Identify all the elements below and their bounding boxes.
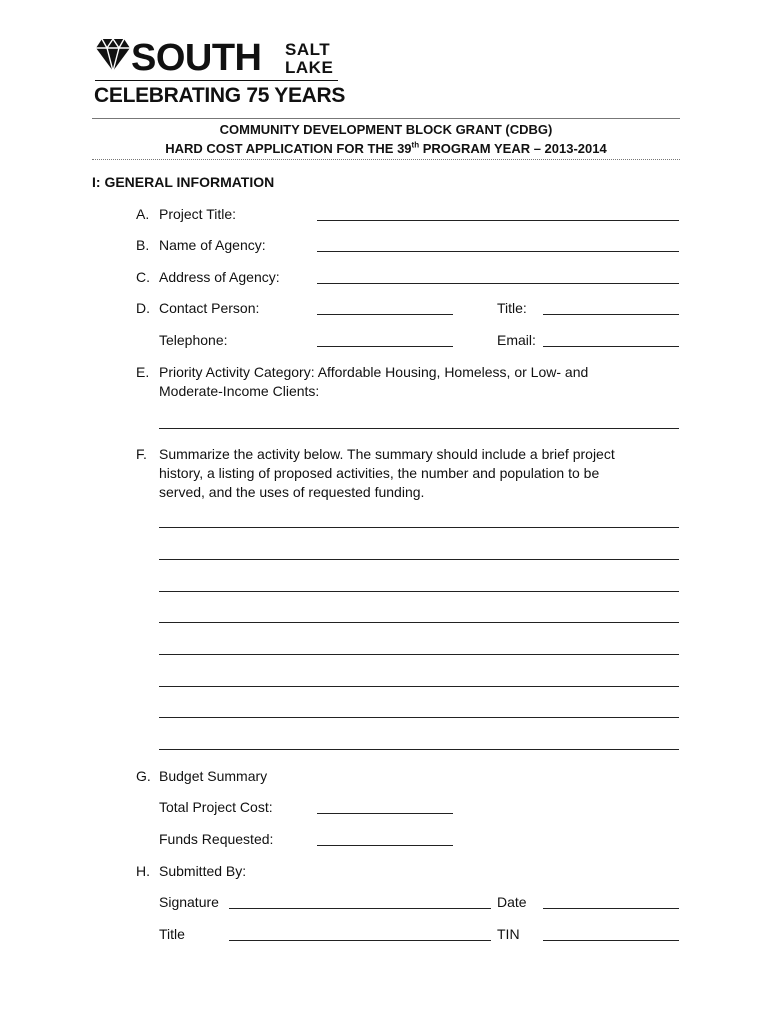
summary-line[interactable] — [159, 591, 679, 592]
item-letter-e: E. — [136, 364, 150, 380]
agency-name-field[interactable] — [317, 251, 679, 252]
logo-wordmark-salt: SALT — [285, 40, 331, 59]
title-top-rule — [92, 118, 680, 119]
activity-summary-instructions: Summarize the activity below. The summary should include a brief project history, a listing of proposed activities, the number and population to be served, and the uses of requested funding. — [159, 446, 615, 500]
logo-wordmark-south: SOUTH — [131, 37, 262, 79]
priority-category-text: Priority Activity Category: Affordable Housing, Homeless, or Low- and Moderate-Income Clients: — [159, 364, 589, 399]
project-title-field[interactable] — [317, 220, 679, 221]
submitted-by-label: Submitted By: — [159, 863, 247, 879]
agency-address-field[interactable] — [317, 283, 679, 284]
item-letter-d: D. — [136, 300, 150, 316]
priority-category-field[interactable] — [159, 428, 679, 429]
contact-person-field[interactable] — [317, 314, 453, 315]
email-label: Email: — [497, 332, 536, 348]
item-letter-a: A. — [136, 206, 150, 222]
summary-line[interactable] — [159, 654, 679, 655]
funds-requested-field[interactable] — [317, 845, 453, 846]
agency-name-label: Name of Agency: — [159, 237, 266, 253]
document-title: COMMUNITY DEVELOPMENT BLOCK GRANT (CDBG) — [219, 122, 553, 137]
agency-address-label: Address of Agency: — [159, 269, 280, 285]
project-title-label: Project Title: — [159, 206, 237, 222]
item-letter-g: G. — [136, 768, 151, 784]
tin-field[interactable] — [543, 940, 679, 941]
title-bottom-rule — [92, 159, 680, 160]
total-project-cost-label: Total Project Cost: — [159, 799, 273, 815]
signature-label: Signature — [159, 894, 219, 910]
document-subtitle: HARD COST APPLICATION FOR THE 39th PROGRAM YEAR – 2013-2014 — [165, 140, 607, 156]
submitter-title-field[interactable] — [229, 940, 491, 941]
item-letter-h: H. — [136, 863, 150, 879]
summary-line[interactable] — [159, 749, 679, 750]
signature-field[interactable] — [229, 908, 491, 909]
summary-line[interactable] — [159, 686, 679, 687]
item-letter-c: C. — [136, 269, 150, 285]
logo-divider — [95, 80, 338, 81]
contact-title-field[interactable] — [543, 314, 679, 315]
date-label: Date — [497, 894, 527, 910]
funds-requested-label: Funds Requested: — [159, 831, 274, 847]
date-field[interactable] — [543, 908, 679, 909]
submitter-title-label: Title — [159, 926, 185, 942]
item-letter-b: B. — [136, 237, 150, 253]
telephone-label: Telephone: — [159, 332, 228, 348]
summary-line[interactable] — [159, 622, 679, 623]
email-field[interactable] — [543, 346, 679, 347]
section-heading: I: GENERAL INFORMATION — [92, 174, 275, 190]
logo-tagline: CELEBRATING 75 YEARS — [94, 84, 346, 107]
budget-summary-label: Budget Summary — [159, 768, 268, 784]
summary-line[interactable] — [159, 527, 679, 528]
summary-line[interactable] — [159, 717, 679, 718]
south-salt-lake-diamond-logo — [95, 38, 131, 72]
contact-person-label: Contact Person: — [159, 300, 260, 316]
contact-title-label: Title: — [497, 300, 527, 316]
tin-label: TIN — [497, 926, 520, 942]
logo-wordmark-lake: LAKE — [285, 58, 334, 77]
total-project-cost-field[interactable] — [317, 813, 453, 814]
summary-line[interactable] — [159, 559, 679, 560]
telephone-field[interactable] — [317, 346, 453, 347]
item-letter-f: F. — [136, 446, 147, 462]
